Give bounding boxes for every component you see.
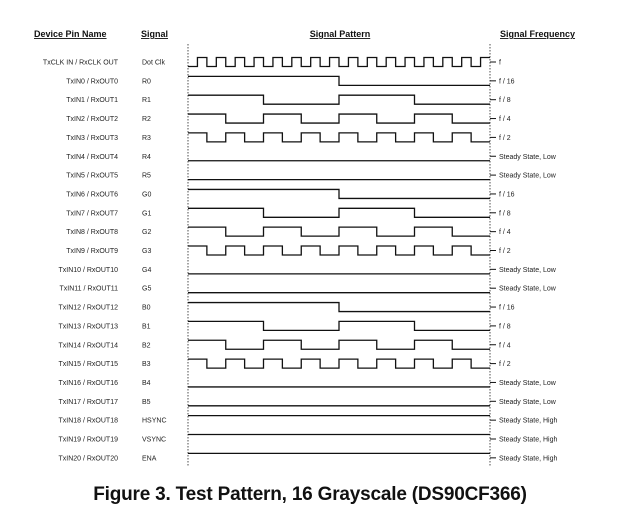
signal-frequency: Steady State, Low xyxy=(499,398,556,406)
pin-name: TxIN0 / RxOUT0 xyxy=(66,78,118,86)
signal-frequency: f / 8 xyxy=(499,323,511,331)
signal-row xyxy=(66,173,556,180)
signal-frequency: f xyxy=(499,59,501,67)
header-signal-frequency: Signal Frequency xyxy=(500,29,576,39)
signal-row xyxy=(66,189,514,198)
pin-name: TxIN13 / RxOUT13 xyxy=(58,323,118,331)
pin-name: TxIN9 / RxOUT9 xyxy=(66,248,118,255)
signal-frequency: f / 16 xyxy=(499,304,515,312)
signal-frequency: f / 2 xyxy=(499,134,511,142)
signal-frequency: f / 2 xyxy=(499,361,511,369)
signal-name: G1 xyxy=(142,210,152,218)
signal-waveform xyxy=(188,189,490,198)
pin-name: TxIN5 / RxOUT5 xyxy=(66,172,118,180)
signal-frequency: Steady State, Low xyxy=(499,172,556,180)
signal-name: B1 xyxy=(142,323,151,331)
pin-name: TxIN11 / RxOUT11 xyxy=(59,285,118,293)
signal-row xyxy=(58,380,556,387)
signal-row xyxy=(66,227,511,236)
signal-waveform xyxy=(188,227,490,236)
signal-name: G4 xyxy=(142,266,152,274)
pin-name: TxIN6 / RxOUT6 xyxy=(66,191,118,199)
pin-name: TxIN20 / RxOUT20 xyxy=(58,455,118,463)
signal-row xyxy=(58,340,510,349)
signal-row xyxy=(58,399,556,406)
signal-frequency: f / 8 xyxy=(499,97,511,105)
signal-waveform xyxy=(188,359,490,368)
signal-row xyxy=(66,208,511,217)
signal-waveform xyxy=(188,58,490,67)
signal-name: ENA xyxy=(142,455,157,463)
signal-name: B5 xyxy=(142,398,151,406)
signal-frequency: f / 4 xyxy=(499,342,511,350)
pin-name: TxIN14 / RxOUT14 xyxy=(58,342,118,350)
signal-waveform xyxy=(188,95,490,104)
signal-waveform xyxy=(188,321,490,330)
signal-row xyxy=(60,286,557,293)
signal-row xyxy=(66,95,511,104)
signal-name: G0 xyxy=(142,191,152,199)
pin-name: TxIN4 / RxOUT4 xyxy=(66,153,118,161)
signal-row xyxy=(66,114,511,123)
signal-frequency: Steady State, Low xyxy=(499,153,556,161)
signal-waveform xyxy=(188,114,490,123)
pin-name: TxIN2 / RxOUT2 xyxy=(66,116,118,124)
signal-name: B4 xyxy=(142,379,151,387)
signal-frequency: Steady State, Low xyxy=(499,285,556,293)
pin-name: TxIN7 / RxOUT7 xyxy=(66,210,118,218)
pin-name: TxIN10 / RxOUT10 xyxy=(58,266,118,274)
signal-row xyxy=(58,267,556,274)
signal-name: Dot Clk xyxy=(142,59,165,67)
pin-name: TxIN8 / RxOUT8 xyxy=(66,229,118,237)
header-signal: Signal xyxy=(141,29,169,39)
pin-name: TxIN18 / RxOUT18 xyxy=(58,417,118,425)
signal-name: G3 xyxy=(142,248,152,255)
signal-name: B0 xyxy=(142,304,151,312)
signal-name: R4 xyxy=(142,153,151,161)
signal-name: R3 xyxy=(142,134,151,142)
signal-name: B3 xyxy=(142,361,151,369)
signal-row xyxy=(58,321,510,330)
signal-name: R1 xyxy=(142,97,151,105)
signal-row xyxy=(66,76,514,85)
column-headers xyxy=(34,29,575,39)
signal-row xyxy=(66,246,511,255)
signal-waveform xyxy=(188,303,490,312)
signal-frequency: f / 4 xyxy=(499,229,511,237)
signal-name: B2 xyxy=(142,342,151,350)
signal-name: HSYNC xyxy=(142,417,167,425)
signal-name: G2 xyxy=(142,229,152,237)
signal-waveform xyxy=(188,340,490,349)
pin-name: TxIN3 / RxOUT3 xyxy=(66,134,118,142)
signal-waveform xyxy=(188,133,490,142)
signal-frequency: f / 8 xyxy=(499,210,511,218)
signal-frequency: f / 16 xyxy=(499,191,515,199)
signal-frequency: f / 4 xyxy=(499,116,511,124)
pin-name: TxIN19 / RxOUT19 xyxy=(58,436,118,444)
signal-row xyxy=(66,133,511,142)
header-signal-pattern: Signal Pattern xyxy=(309,29,371,39)
signal-name: R2 xyxy=(142,116,151,124)
header-device-pin-name: Device Pin Name xyxy=(34,29,107,39)
signal-waveform xyxy=(188,246,490,255)
signal-frequency: Steady State, High xyxy=(499,436,558,444)
signal-row xyxy=(58,416,557,425)
pin-name: TxIN12 / RxOUT12 xyxy=(58,304,118,312)
signal-row xyxy=(58,453,557,462)
signal-name: VSYNC xyxy=(142,436,167,444)
signal-frequency: Steady State, Low xyxy=(499,266,556,274)
signal-row xyxy=(58,435,557,444)
pin-name: TxCLK IN / RxCLK OUT xyxy=(42,59,118,67)
figure-caption: Figure 3. Test Pattern, 16 Grayscale (DS90CF366) xyxy=(93,484,527,505)
signal-frequency: Steady State, High xyxy=(499,455,558,463)
pin-name: TxIN15 / RxOUT15 xyxy=(58,361,118,369)
signal-row xyxy=(58,303,514,312)
pin-name: TxIN1 / RxOUT1 xyxy=(66,97,118,105)
signal-row xyxy=(43,58,501,67)
signal-frequency: Steady State, Low xyxy=(499,379,556,387)
pin-name: TxIN16 / RxOUT16 xyxy=(58,379,118,387)
signal-name: R0 xyxy=(142,78,151,86)
signal-frequency: f / 16 xyxy=(499,78,515,86)
signal-name: G5 xyxy=(142,285,152,293)
signal-waveform xyxy=(188,208,490,217)
signal-frequency: f / 2 xyxy=(499,248,511,255)
signal-row xyxy=(58,359,510,368)
pin-name: TxIN17 / RxOUT17 xyxy=(58,398,118,406)
signal-rows xyxy=(43,58,558,463)
signal-waveform xyxy=(188,76,490,85)
signal-name: R5 xyxy=(142,172,151,180)
signal-row xyxy=(66,154,556,161)
signal-frequency: Steady State, High xyxy=(499,417,558,425)
